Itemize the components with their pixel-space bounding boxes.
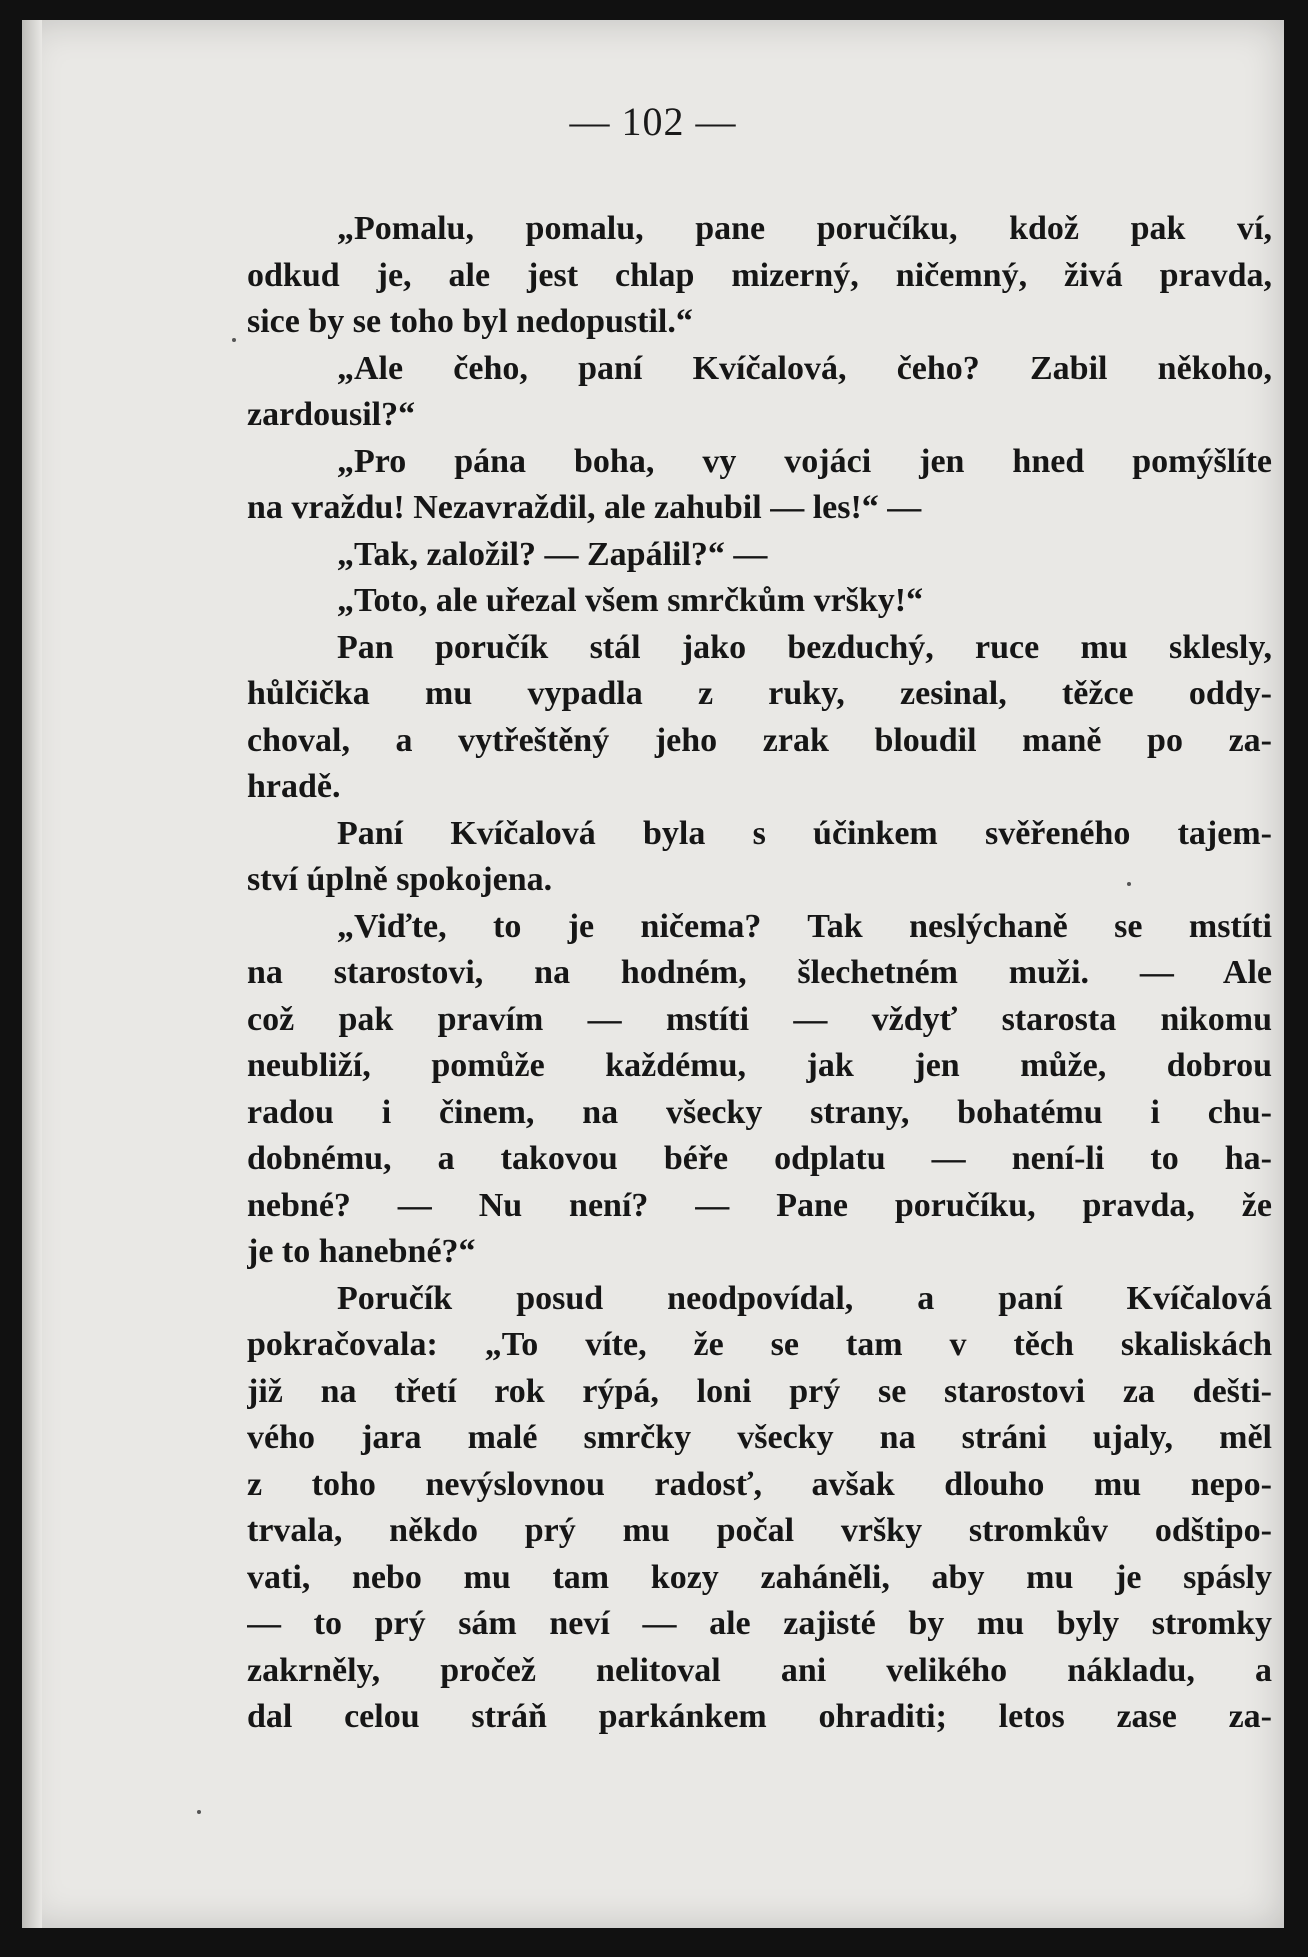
text-line: „Pro pána boha, vy vojáci jen hned pomýšlíte (337, 442, 1272, 480)
text-line: radou i činem, na všecky strany, bohatému i chu- (247, 1093, 1272, 1131)
text-line: dobnému, a takovou béře odplatu — není-li to ha- (247, 1140, 1272, 1177)
text-line: z toho nevýslovnou radosť, avšak dlouho mu nepo- (247, 1465, 1272, 1503)
text-line: je to hanebné?“ (247, 1233, 476, 1270)
text-line: vého jara malé smrčky všecky na stráni ujaly, měl (247, 1419, 1272, 1456)
text-line: již na třetí rok rýpá, loni prý se starostovi za dešti- (247, 1372, 1272, 1410)
text-line: „Viďte, to je ničema? Tak neslýchaně se mstíti (337, 907, 1272, 945)
text-line: Paní Kvíčalová byla s účinkem svěřeného tajem- (337, 814, 1272, 852)
text-line: vati, nebo mu tam kozy zaháněli, aby mu je spásly (247, 1558, 1272, 1596)
page-number: — 102 — (569, 99, 737, 144)
text-line: trvala, někdo prý mu počal vršky stromkův odštipo- (247, 1512, 1272, 1549)
text-line: odkud je, ale jest chlap mizerný, ničemný, živá pravda, (247, 256, 1272, 294)
text-line: hůlčička mu vypadla z ruky, zesinal, těžce oddy- (247, 675, 1272, 712)
text-line: na vraždu! Nezavraždil, ale zahubil — les!“ — (247, 489, 922, 526)
ink-speck (232, 338, 236, 342)
text-line: ství úplně spokojena. (247, 861, 553, 898)
ink-speck (1127, 882, 1131, 886)
text-line: „Tak, založil? — Zapálil?“ — (337, 535, 768, 573)
text-line: — to prý sám neví — ale zajisté by mu byly stromky (247, 1605, 1272, 1642)
text-line: „Pomalu, pomalu, pane poručíku, kdož pak ví, (337, 210, 1272, 247)
text-line: Pan poručík stál jako bezduchý, ruce mu sklesly, (337, 628, 1272, 666)
text-line: zardousil?“ (247, 396, 416, 433)
book-page (22, 20, 1284, 1928)
text-line: pokračovala: „To víte, že se tam v těch skaliskách (247, 1326, 1272, 1363)
text-line: neubliží, pomůže každému, jak jen může, dobrou (247, 1047, 1272, 1084)
text-line: hradě. (247, 768, 341, 805)
page-binding-shadow (22, 20, 42, 1928)
text-line: dal celou stráň parkánkem ohraditi; letos zase za- (247, 1698, 1272, 1735)
text-line: Poručík posud neodpovídal, a paní Kvíčalová (337, 1279, 1272, 1317)
text-line: choval, a vytřeštěný jeho zrak bloudil maně po za- (247, 721, 1272, 759)
text-line: „Ale čeho, paní Kvíčalová, čeho? Zabil někoho, (337, 349, 1272, 387)
text-line: zakrněly, pročež nelitoval ani velikého nákladu, a (247, 1651, 1272, 1689)
text-line: nebné? — Nu není? — Pane poručíku, pravda, že (247, 1186, 1272, 1224)
body-text (247, 206, 1272, 1741)
text-line: na starostovi, na hodném, šlechetném muži. — Ale (247, 954, 1272, 991)
text-line: „Toto, ale uřezal všem smrčkům vršky!“ (337, 582, 924, 619)
ink-speck (197, 1810, 201, 1814)
text-line: sice by se toho byl nedopustil.“ (247, 303, 693, 340)
text-line: což pak pravím — mstíti — vždyť starosta nikomu (247, 1000, 1272, 1038)
